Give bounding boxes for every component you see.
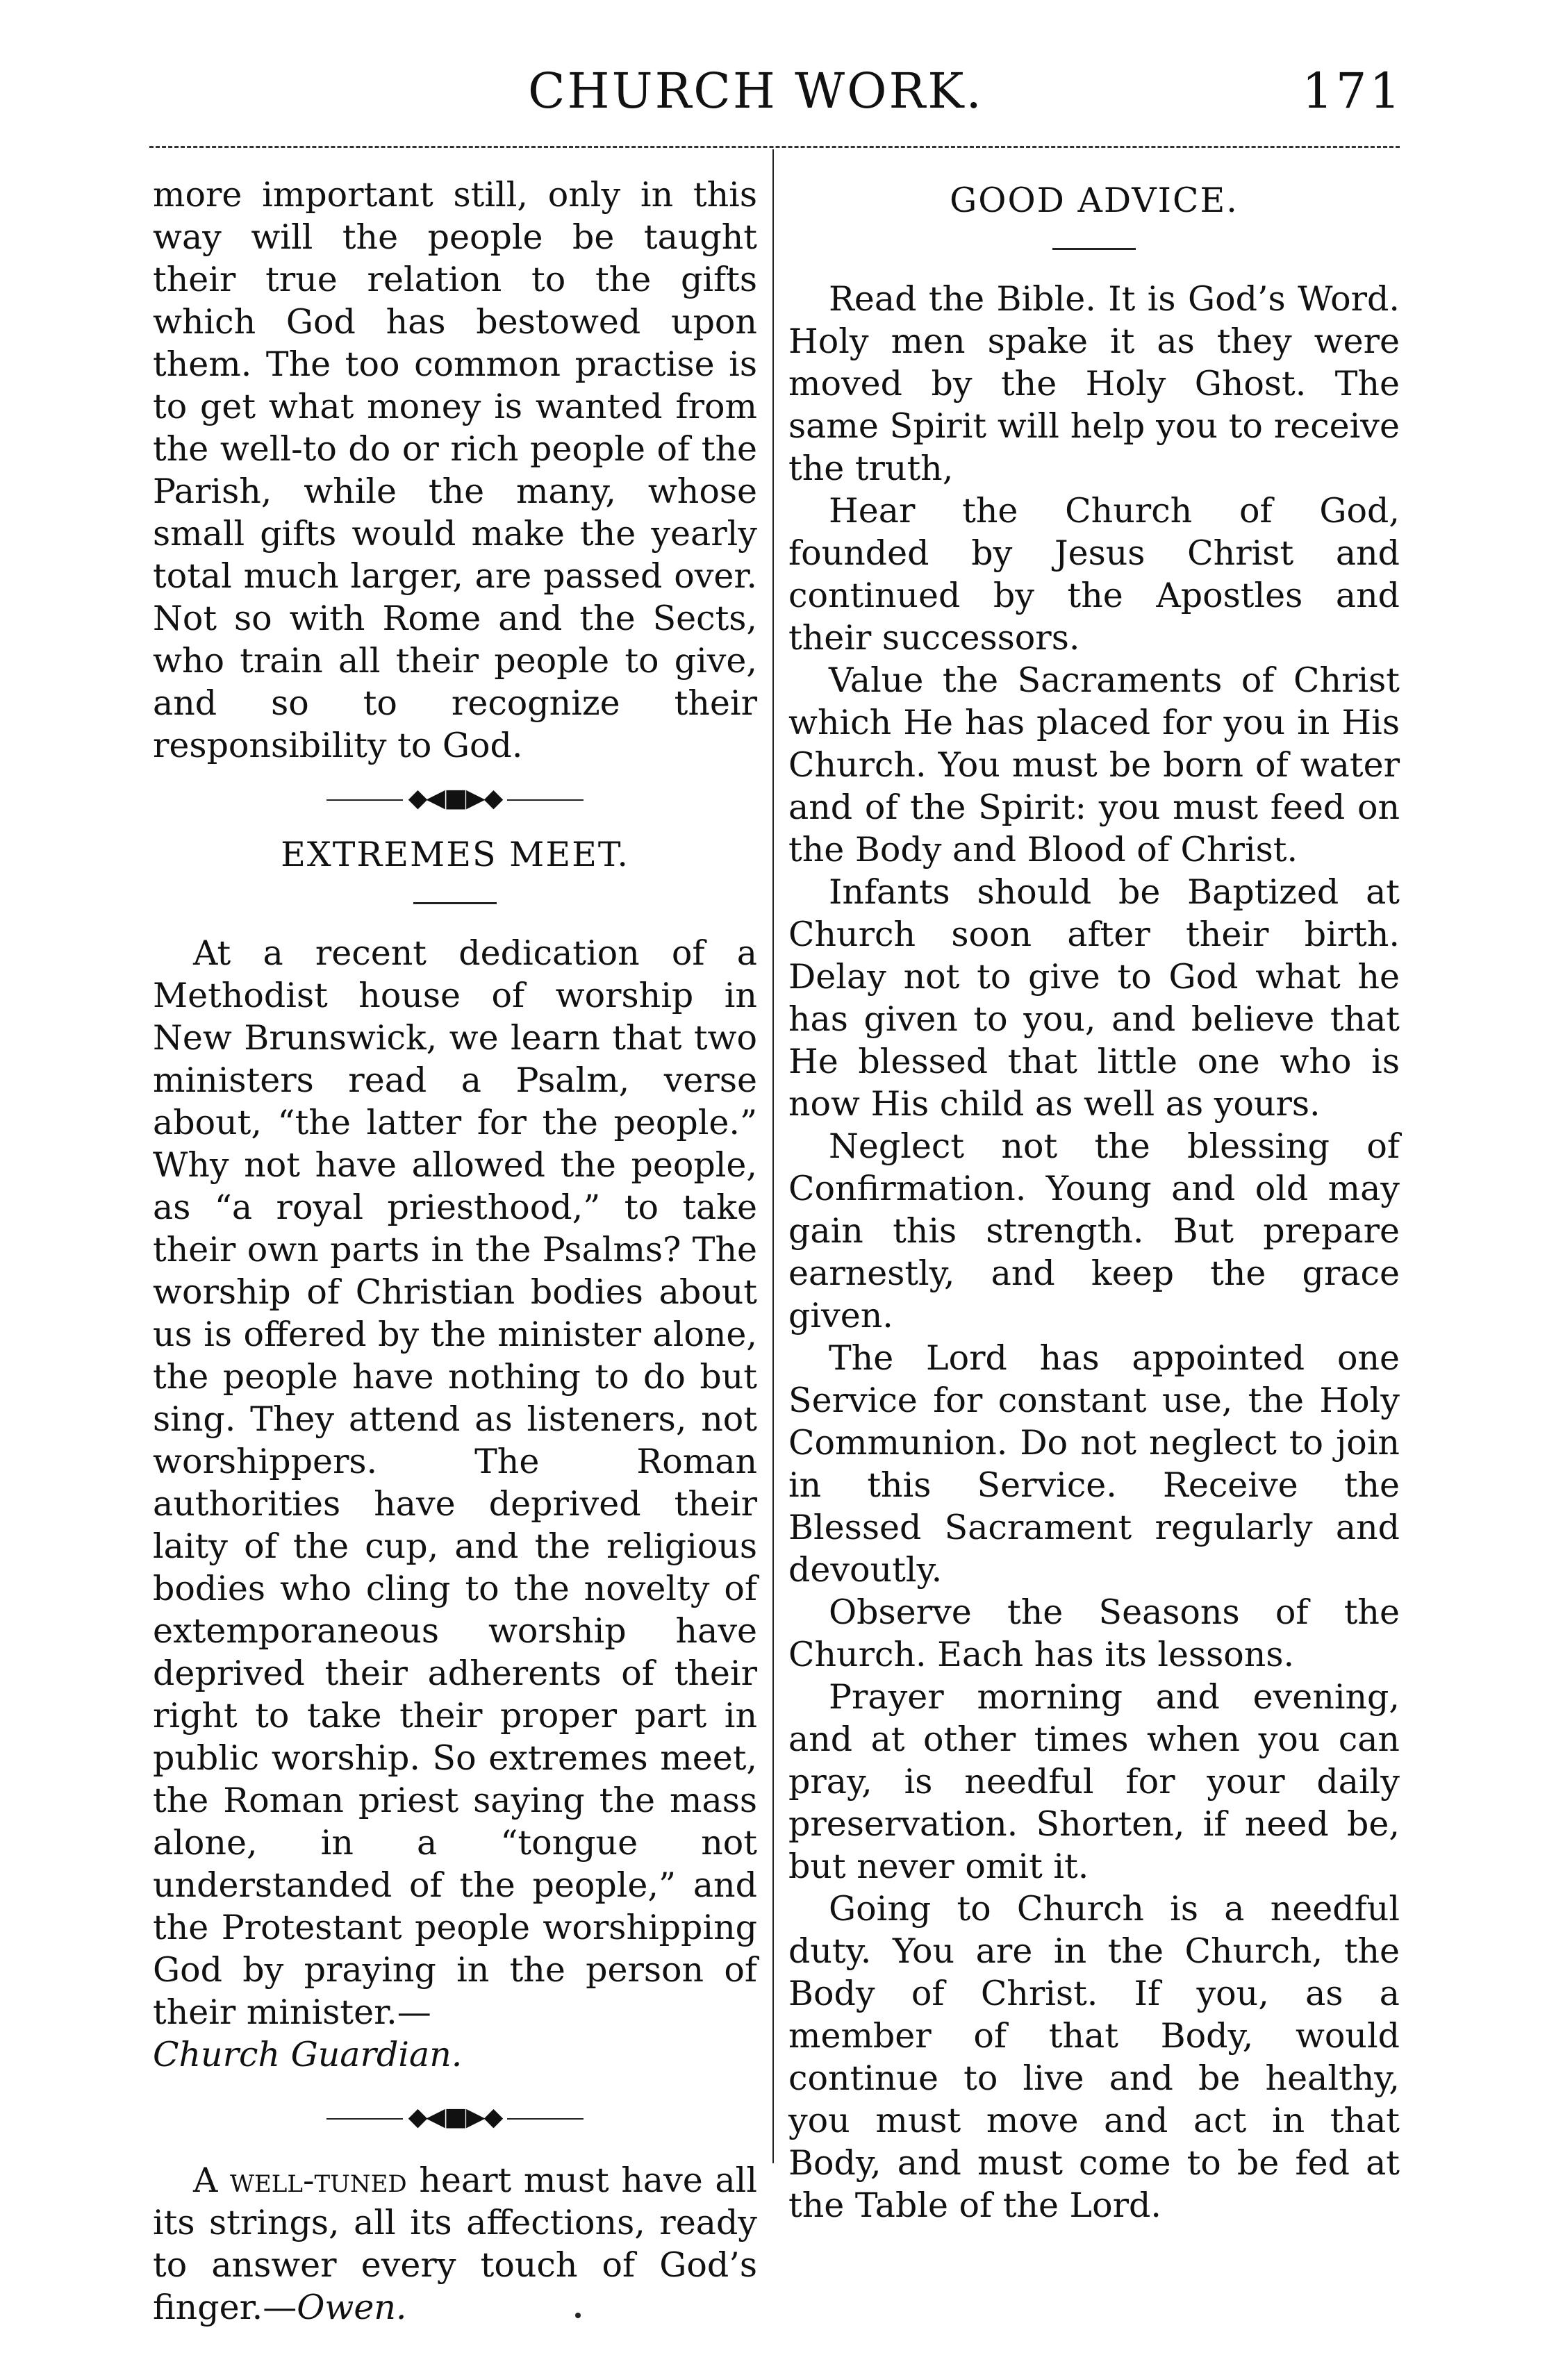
title-rule: [1052, 248, 1136, 250]
column-divider: [772, 149, 774, 2163]
page-header: [139, 56, 1410, 132]
advice-paragraph: Read the Bible. It is God’s Word. Holy men spake it as they were moved by the Holy Ghost. The same Spirit will help you to receive the truth,: [788, 279, 1400, 488]
extremes-meet-body: [153, 932, 757, 2076]
advice-paragraph: Prayer morning and evening, and at other times when you can pray, is needful for your daily preservation. Shorten, if need be, but never omit it.: [788, 1677, 1400, 1886]
section-ornament-2: ◆◀■▶◆: [153, 2104, 757, 2131]
extremes-meet-title: EXTREMES MEET.: [281, 835, 629, 874]
extremes-meet-source: Church Guardian.: [153, 2035, 463, 2074]
good-advice-title: GOOD ADVICE.: [950, 181, 1239, 220]
title-rule: [413, 902, 497, 904]
advice-paragraph: Value the Sacraments of Christ which He has placed for you in His Church. You must be born of water and of the Spirit: you must feed on the Body and Blood of Christ.: [788, 660, 1400, 869]
advice-paragraph: The Lord has appointed one Service for constant use, the Holy Communion. Do not neglect to join in this Service. Receive the Blessed Sacrament regularly and devoutly.: [788, 1338, 1400, 1590]
owen-quote: [153, 2159, 757, 2329]
footer-mark: [575, 2313, 581, 2318]
quote-lead: A well-tuned: [193, 2161, 407, 2200]
advice-paragraph: Hear the Church of God, founded by Jesus Christ and continued by the Apostles and their successors.: [788, 491, 1400, 658]
advice-paragraph: Infants should be Baptized at Church soon after their birth. Delay not to give to God what he has given to you, and believe that He blessed that little one who is now His child as well as yours.: [788, 872, 1400, 1124]
advice-paragraph: Neglect not the blessing of Confirmation. Young and old may gain this strength. But prepare earnestly, and keep the grace given.: [788, 1126, 1400, 1335]
page-number: 171: [1302, 63, 1403, 119]
right-column: [788, 174, 1400, 2227]
quote-body: heart must have all its strings, all its affections, ready to answer every touch of God’s finger.—: [153, 2161, 757, 2327]
advice-paragraph: Going to Church is a needful duty. You are in the Church, the Body of Christ. If you, as a member of that Body, would continue to live and be healthy, you must move and act in that Body, and must come to be fed at the Table of the Lord.: [788, 1889, 1400, 2225]
section-ornament: ◆◀■▶◆: [153, 785, 757, 813]
running-title: CHURCH WORK.: [528, 63, 984, 119]
extremes-meet-text: At a recent dedication of a Methodist house of worship in New Brunswick, we learn that two ministers read a Psalm, verse about, “the latter for the people.” Why not have allowed the people, as “a royal priesthood,” to take their own parts in the Psalms? The worship of Christian bodies about us is offered by the minister alone, the people have nothing to do but sing. They attend as listeners, not worshippers. The Roman authorities have deprived their laity of the cup, and the religious bodies who cling to the novelty of extemporaneous worship have deprived their adherents of their right to take their proper part in public worship. So extremes meet, the Roman priest saying the mass alone, in a “tongue not understanded of the people,” and the Protestant people worshipping God by praying in the person of their minister.—: [153, 933, 757, 2032]
quote-source: Owen.: [297, 2288, 407, 2327]
header-rule: [149, 146, 1400, 148]
left-column: [153, 174, 757, 2329]
advice-paragraph: Observe the Seasons of the Church. Each has its lessons.: [788, 1592, 1400, 1674]
continued-paragraph: more important still, only in this way will the people be taught their true relation to the gifts which God has bestowed upon them. The too common practise is to get what money is wanted from the well-to do or rich people of the Parish, while the many, whose small gifts would make the yearly total much larger, are passed over. Not so with Rome and the Sects, who train all their people to give, and so to recognize their responsibility to God.: [153, 175, 757, 765]
